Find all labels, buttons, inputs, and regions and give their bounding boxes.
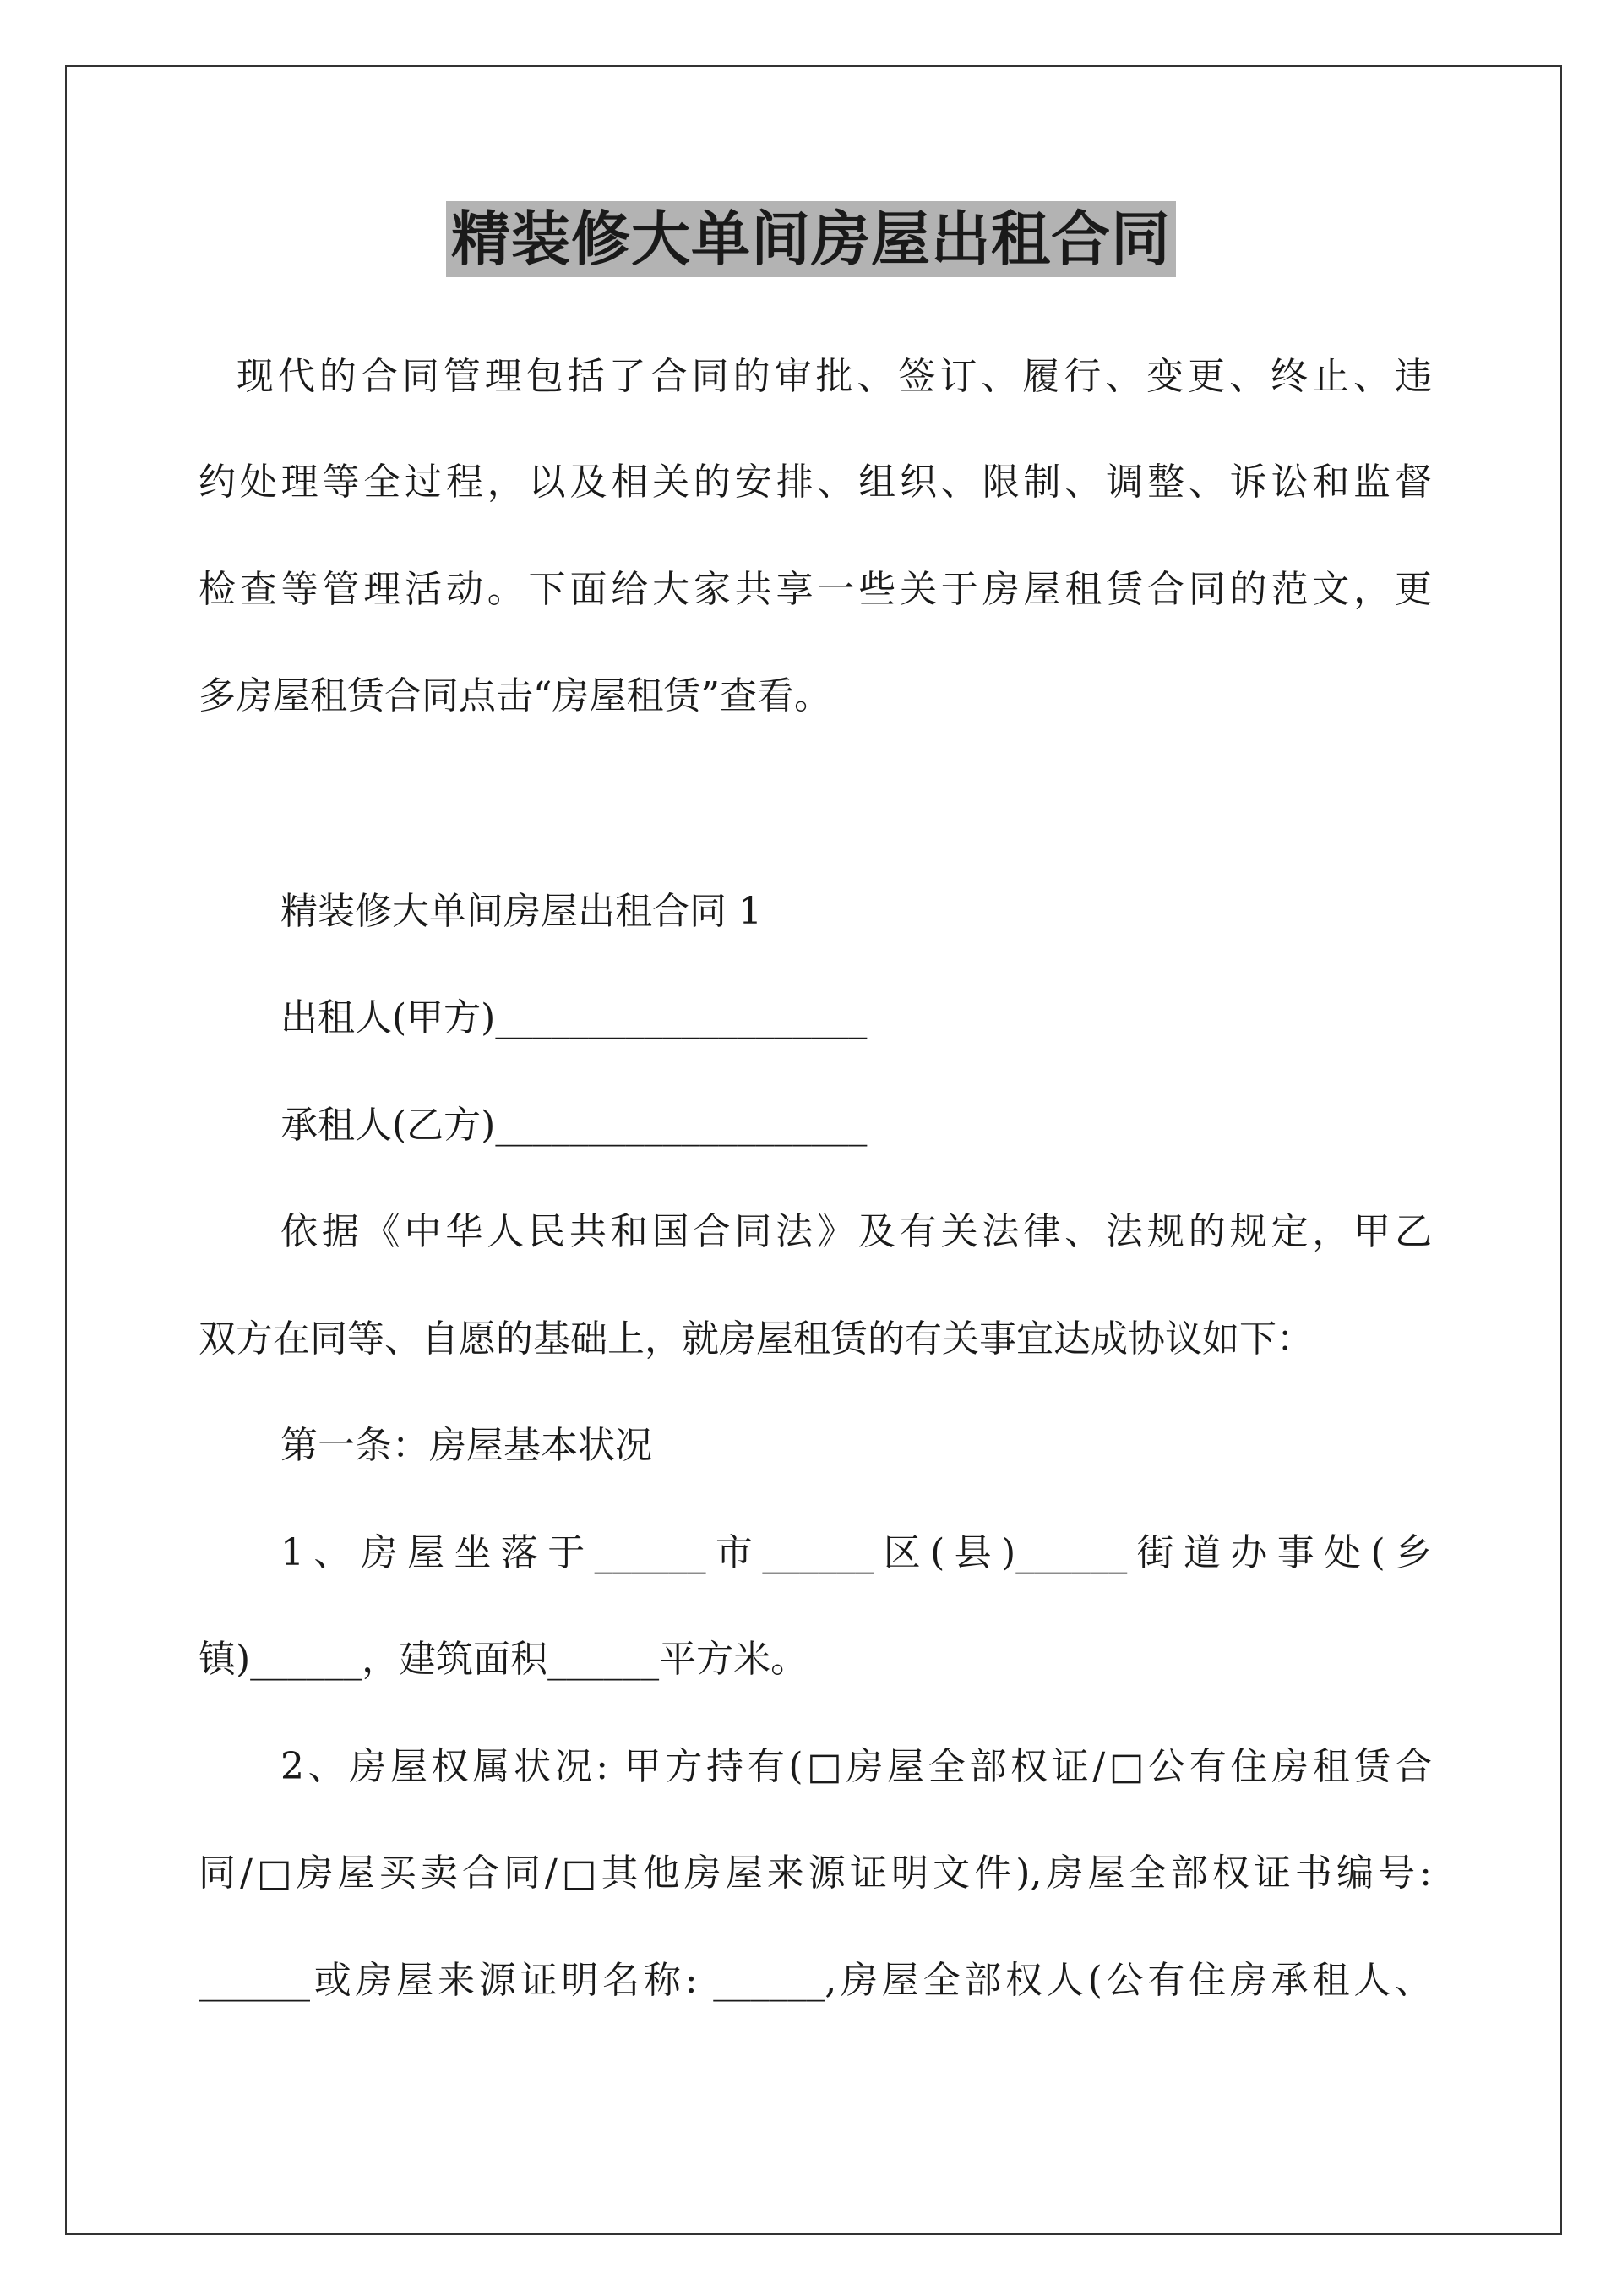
article-1-title: 第一条：房屋基本状况 [280,1424,652,1467]
intro-line: 多房屋租赁合同点击“房屋租赁”查看。 [199,674,831,717]
item-1-line: 镇)______，建筑面积______平方米。 [199,1638,808,1681]
title-wrapper [0,201,1622,277]
intro-line: 约处理等全过程，以及相关的安排、组织、限制、调整、诉讼和监督 [199,461,1432,504]
lessee-line: 承租人(乙方)____________________ [280,1104,868,1147]
section-title: 精装修大单间房屋出租合同 1 [280,890,762,933]
lessor-line: 出租人(甲方)____________________ [280,996,868,1039]
item-1-line: 1、房屋坐落于______市______区(县)______街道办事处(乡 [280,1531,1432,1574]
item-2-line: ______或房屋来源证明名称: ______,房屋全部权人(公有住房承租人、 [199,1959,1432,2002]
basis-line: 双方在同等、自愿的基础上，就房屋租赁的有关事宜达成协议如下： [199,1317,1314,1361]
item-2-line: 同/□房屋买卖合同/□其他房屋来源证明文件),房屋全部权证书编号: [199,1852,1432,1895]
intro-line: 现代的合同管理包括了合同的审批、签订、履行、变更、终止、违 [237,355,1432,398]
item-2-line: 2、房屋权属状况: 甲方持有(□房屋全部权证/□公有住房租赁合 [280,1745,1432,1788]
document-title: 精装修大单间房屋出租合同 [446,201,1176,277]
basis-line: 依据《中华人民共和国合同法》及有关法律、法规的规定，甲乙 [280,1210,1432,1253]
intro-line: 检查等管理活动。下面给大家共享一些关于房屋租赁合同的范文，更 [199,568,1432,611]
